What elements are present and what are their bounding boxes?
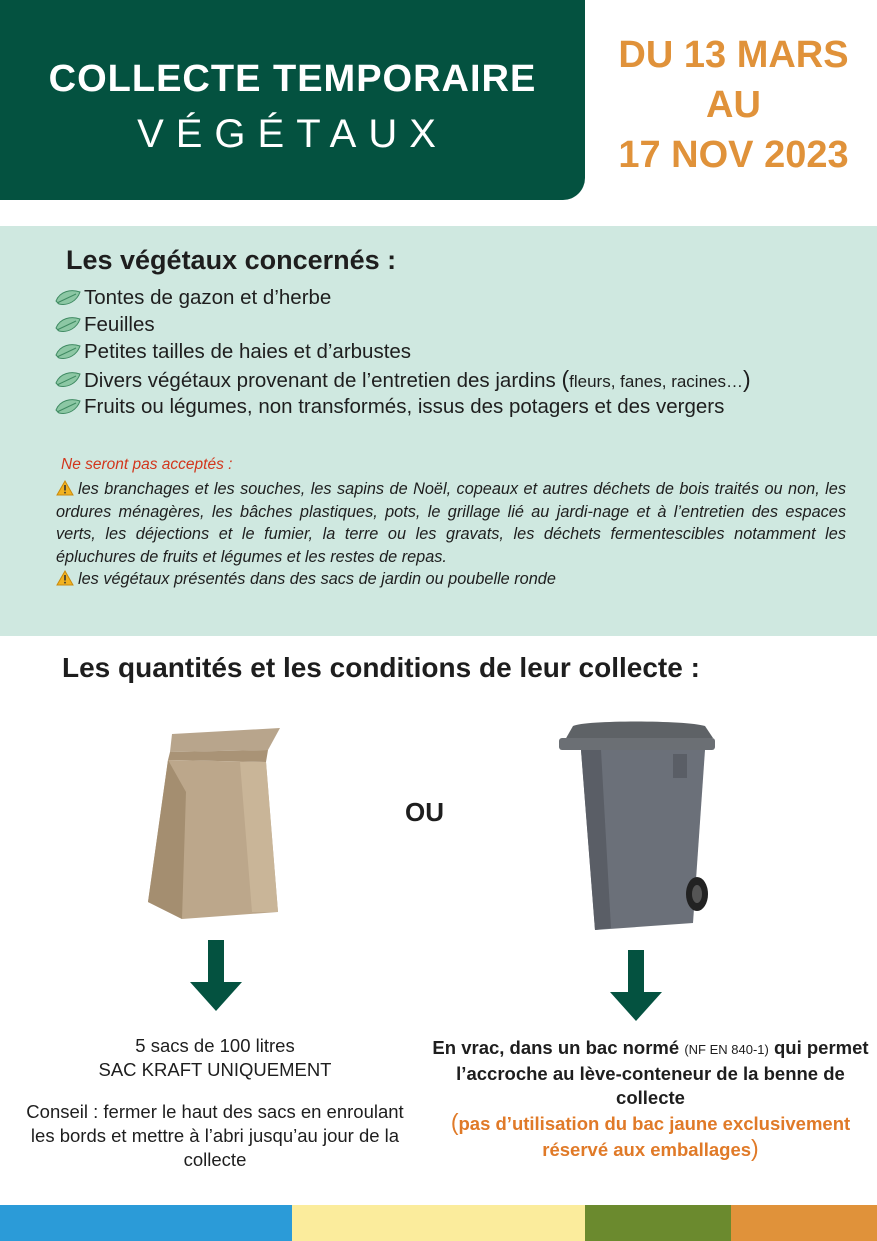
bag-conditions <box>20 1034 410 1172</box>
header-subtitle: VÉGÉTAUX <box>137 112 448 156</box>
bag-quantity: 5 sacs de 100 litres <box>135 1035 295 1056</box>
kraft-bag-illustration <box>140 722 290 927</box>
arrow-down-icon <box>608 950 664 1022</box>
footer-bar-green <box>585 1205 731 1241</box>
list-item-text: Fruits ou légumes, non transformés, issus des potagers et des vergers <box>84 395 725 419</box>
quantities-title: Les quantités et les conditions de leur collecte : <box>62 652 700 683</box>
leaf-icon <box>54 342 82 362</box>
header-banner <box>0 0 585 200</box>
not-accepted-title: Ne seront pas acceptés : <box>61 456 233 473</box>
date-end: 17 NOV 2023 <box>618 134 849 176</box>
list-item-text: Petites tailles de haies et d’arbustes <box>84 340 412 364</box>
header-title: COLLECTE TEMPORAIRE <box>48 58 537 100</box>
list-item <box>54 311 751 338</box>
arrow-down-icon <box>188 940 244 1012</box>
list-item <box>54 284 751 311</box>
list-item <box>54 394 751 421</box>
list-item-text: Feuilles <box>84 313 155 337</box>
concerned-list <box>54 284 751 421</box>
leaf-icon <box>54 397 82 417</box>
leaf-icon <box>54 288 82 308</box>
list-item: les végétaux présentés dans des sacs de jardin ou poubelle ronde <box>56 568 846 591</box>
bag-advice: Conseil : fermer le haut des sacs en enroulant les bords et mettre à l’abri jusqu’au jour de la collecte <box>26 1101 404 1170</box>
or-label: OU <box>405 797 444 827</box>
list-item: les branchages et les souches, les sapins de Noël, copeaux et autres déchets de bois traités ou non, les ordures ménagères, les bâches plastiques, pots, le grillage lié au jardi-nage et à l’entretien des espaces verts, les déjections et le fumier, la terre ou les gravats, les déchets fermentescibles notamment les épluchures de fruits et légumes et les restes de repas. <box>56 480 846 566</box>
bag-type: SAC KRAFT UNIQUEMENT <box>98 1059 332 1080</box>
collection-dates <box>590 30 877 180</box>
date-connector: AU <box>706 84 761 126</box>
bin-description: En vrac, dans un bac normé (NF EN 840-1) qui permet l’accroche au lève-conteneur de la benne de collecte <box>432 1037 869 1108</box>
list-item <box>54 339 751 366</box>
warning-icon <box>56 480 74 496</box>
warning-icon <box>56 570 74 586</box>
not-accepted-list <box>56 478 846 591</box>
list-item <box>54 366 751 393</box>
list-item-text: Divers végétaux provenant de l’entretien des jardins (fleurs, fanes, racines…) <box>84 366 751 393</box>
bin-conditions <box>428 1036 873 1162</box>
footer-bar-blue <box>0 1205 292 1241</box>
list-item-text: Tontes de gazon et d’herbe <box>84 285 332 309</box>
concerned-title: Les végétaux concernés : <box>66 245 397 275</box>
date-start: DU 13 MARS <box>618 34 849 76</box>
footer-bar-orange <box>731 1205 877 1241</box>
leaf-icon <box>54 370 82 390</box>
wheelie-bin-illustration <box>555 718 720 943</box>
footer-bar-yellow <box>292 1205 585 1241</box>
leaf-icon <box>54 315 82 335</box>
bin-warning: (pas d’utilisation du bac jaune exclusivement réservé aux emballages) <box>450 1109 851 1161</box>
